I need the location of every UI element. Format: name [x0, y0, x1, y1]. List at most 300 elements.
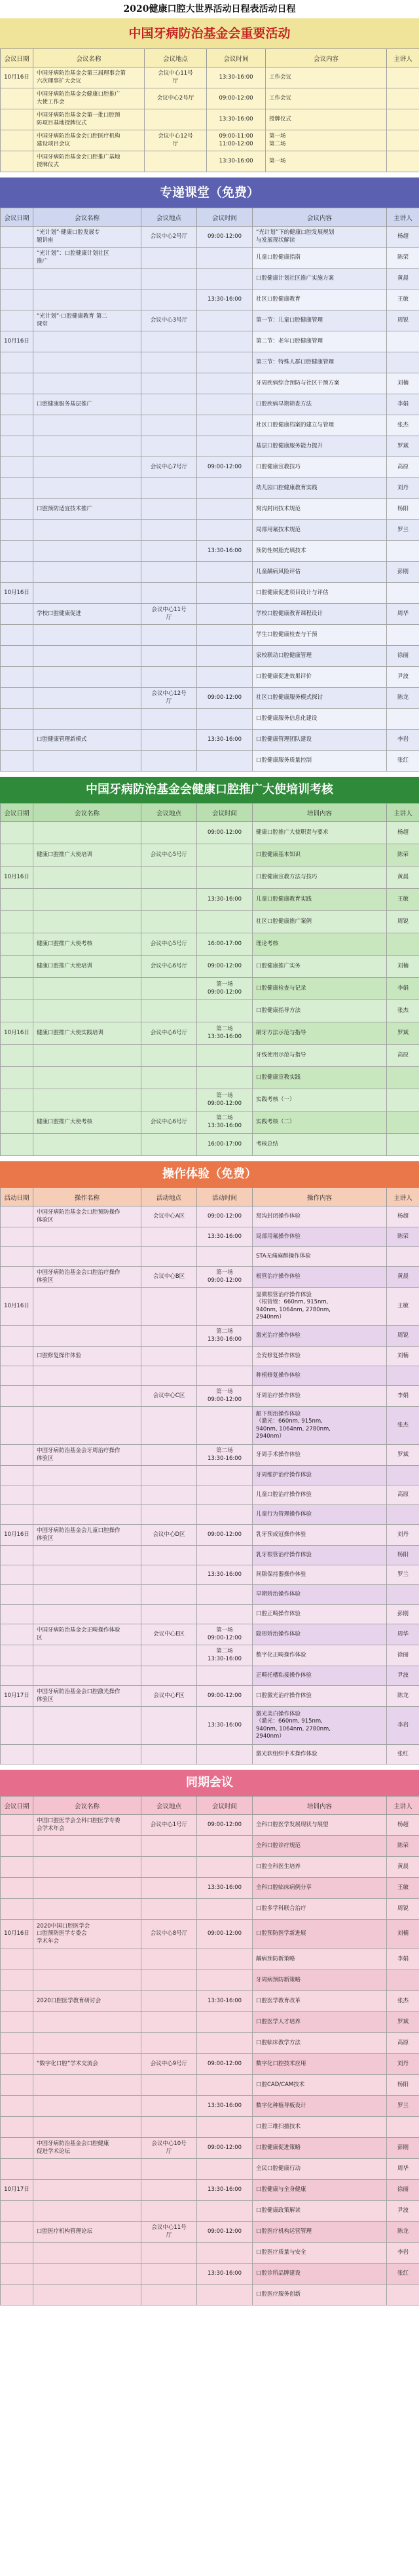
cell-content: 预防性树脂充填技术 — [253, 541, 387, 562]
table-row — [1, 2012, 419, 2033]
table-row — [1, 2096, 419, 2117]
cell-speaker: 李娟 — [387, 1949, 419, 1970]
cell-name — [33, 1366, 141, 1386]
cell-date — [1, 415, 33, 436]
cell-time — [197, 2285, 253, 2305]
cell-speaker: 尹波 — [387, 2201, 419, 2222]
cell-time — [197, 248, 253, 269]
cell-content: 家校联动口腔健康管理 — [253, 646, 387, 667]
cell-time — [197, 604, 253, 625]
cell-speaker: 黄晨 — [387, 1857, 419, 1878]
cell-speaker: 王敏 — [387, 289, 419, 310]
cell-time — [197, 415, 253, 436]
column-header: 会议时间 — [197, 804, 253, 822]
cell-content: 第二节：老年口腔健康管理 — [253, 331, 387, 352]
cell-place — [141, 1857, 197, 1878]
cell-content: 窝沟封闭操作体验 — [253, 1206, 387, 1227]
cell-content: 口腔健康计划社区推广实施方案 — [253, 269, 387, 289]
column-header: 活动地点 — [141, 1188, 197, 1206]
table-row — [1, 1022, 419, 1045]
cell-date — [1, 709, 33, 730]
cell-date: 10月16日 — [1, 67, 33, 88]
cell-date — [1, 822, 33, 844]
cell-content: 口腔预防医学新进展 — [253, 1920, 387, 1949]
cell-date — [1, 1624, 33, 1645]
cell-content: 口腔健康宣教技巧 — [253, 457, 387, 478]
cell-date — [1, 248, 33, 269]
table-row — [1, 1686, 419, 1707]
cell-name — [33, 978, 141, 1000]
cell-speaker: 尹波 — [387, 667, 419, 688]
cell-place: 会议中心9号厅 — [141, 2054, 197, 2075]
table-row — [1, 520, 419, 541]
cell-date — [1, 1326, 33, 1347]
cell-content: 口腔医疗机构运营管理 — [253, 2222, 387, 2243]
cell-place: 会议中心3号厅 — [141, 310, 197, 331]
cell-place: 会议中心6号厅 — [141, 1111, 197, 1134]
cell-speaker: 王敏 — [387, 1878, 419, 1899]
cell-date: 10月17日 — [1, 2180, 33, 2201]
cell-speaker: 罗斌 — [387, 1022, 419, 1045]
table-row — [1, 248, 419, 269]
cell-name — [33, 1585, 141, 1605]
cell-date — [1, 436, 33, 457]
table-row — [1, 625, 419, 646]
cell-date — [1, 130, 33, 151]
cell-content: 正畸托槽粘接操作体验 — [253, 1666, 387, 1686]
cell-place — [141, 1899, 197, 1920]
table-row — [1, 436, 419, 457]
cell-content: 根管治疗操作体验 — [253, 1267, 387, 1288]
cell-name — [33, 2075, 141, 2096]
cell-date — [1, 688, 33, 709]
cell-date — [1, 1247, 33, 1267]
cell-place — [141, 822, 197, 844]
cell-place: 会议中心D区 — [141, 1525, 197, 1546]
cell-name — [33, 1970, 141, 1991]
cell-speaker: 李娟 — [387, 978, 419, 1000]
cell-date — [1, 310, 33, 331]
cell-place — [141, 1227, 197, 1247]
cell-time: 第二场 13:30-16:00 — [197, 1111, 253, 1134]
cell-speaker — [387, 1366, 419, 1386]
cell-time — [197, 2075, 253, 2096]
cell-date — [1, 2159, 33, 2180]
table-row — [1, 289, 419, 310]
cell-date — [1, 730, 33, 751]
header-row — [1, 208, 419, 227]
cell-place — [141, 730, 197, 751]
cell-place — [141, 2117, 197, 2138]
cell-content: 龋病预防新策略 — [253, 1949, 387, 1970]
table-body — [1, 1815, 419, 2305]
cell-time: 13:30-16:00 — [197, 2180, 253, 2201]
cell-time — [197, 1745, 253, 1764]
cell-date — [1, 1666, 33, 1686]
cell-content: 口腔健康政策解读 — [253, 2201, 387, 2222]
cell-content: 乳牙预成冠操作体验 — [253, 1525, 387, 1546]
cell-date — [1, 1347, 33, 1366]
cell-content: 理论考核 — [253, 933, 387, 956]
cell-date — [1, 1899, 33, 1920]
column-header: 主讲人 — [387, 208, 419, 227]
ambassador-training-table — [0, 803, 419, 1156]
cell-date — [1, 1546, 33, 1565]
cell-name — [33, 1546, 141, 1565]
cell-content: 口腔激光治疗操作体验 — [253, 1686, 387, 1707]
cell-name: 口腔修复操作体验 — [33, 1347, 141, 1366]
cell-place — [141, 2264, 197, 2285]
cell-time — [197, 1067, 253, 1089]
cell-name — [33, 289, 141, 310]
cell-name: 中国牙病防治基金会牙周治疗操作 体验区 — [33, 1445, 141, 1466]
cell-date — [1, 2117, 33, 2138]
cell-content: 牙线使用示范与指导 — [253, 1045, 387, 1067]
cell-time — [197, 2033, 253, 2054]
table-row — [1, 1949, 419, 1970]
cell-content: 牙周病预防新策略 — [253, 1970, 387, 1991]
cell-place — [145, 151, 207, 172]
cell-time: 09:00-12:00 — [207, 88, 266, 109]
cell-date: 10月16日 — [1, 1022, 33, 1045]
cell-name — [33, 709, 141, 730]
cell-time — [197, 751, 253, 772]
table-row — [1, 1089, 419, 1111]
cell-place — [141, 2243, 197, 2264]
cell-content: 口腔健康与全身健康 — [253, 2180, 387, 2201]
cell-speaker: 刘丹 — [387, 1525, 419, 1546]
cell-date — [1, 844, 33, 867]
cell-name — [33, 478, 141, 499]
hands-on-table — [0, 1187, 419, 1764]
cell-name — [33, 867, 141, 889]
column-header: 会议内容 — [253, 208, 387, 227]
cell-name: 中国牙病防治基金会第一批口腔预 防项目基地授牌仪式 — [33, 109, 145, 130]
table-row — [1, 1445, 419, 1466]
cell-time — [197, 709, 253, 730]
cell-content: 社区口腔健康档案的建立与管理 — [253, 415, 387, 436]
cell-time — [197, 1546, 253, 1565]
cell-time: 09:00-12:00 — [197, 956, 253, 978]
cell-speaker — [387, 109, 419, 130]
cell-place — [141, 1585, 197, 1605]
cell-content: 数字化种植导板设计 — [253, 2096, 387, 2117]
cell-name — [33, 520, 141, 541]
cell-content: 第一场 第二场 — [266, 130, 387, 151]
cell-time: 09:00-12:00 — [197, 1206, 253, 1227]
cell-content: 儿童口腔健康教育实践 — [253, 889, 387, 911]
table-row — [1, 1836, 419, 1857]
cell-speaker — [387, 331, 419, 352]
cell-place — [141, 1366, 197, 1386]
cell-speaker — [387, 88, 419, 109]
cell-name — [33, 2096, 141, 2117]
cell-place — [141, 2159, 197, 2180]
cell-content: 口腔健康推广实务 — [253, 956, 387, 978]
cell-speaker: 周锐 — [387, 1326, 419, 1347]
cell-content: 授牌仪式 — [266, 109, 387, 130]
table-row — [1, 978, 419, 1000]
cell-content: 学校口腔健康教育课程设计 — [253, 604, 387, 625]
cell-content: 口腔临床教学方法 — [253, 2033, 387, 2054]
cell-speaker: 杨超 — [387, 1815, 419, 1836]
cell-speaker: 陈龙 — [387, 688, 419, 709]
cell-speaker: 陈龙 — [387, 2222, 419, 2243]
cell-name — [33, 646, 141, 667]
cell-name — [33, 1407, 141, 1445]
table-row — [1, 130, 419, 151]
column-header: 会议日期 — [1, 804, 33, 822]
cell-name — [33, 2180, 141, 2201]
cell-time: 09:00-12:00 — [197, 822, 253, 844]
column-header: 操作名称 — [33, 1188, 141, 1206]
cell-name — [33, 2264, 141, 2285]
cell-time — [197, 269, 253, 289]
cell-date — [1, 1707, 33, 1745]
cell-name: “数字化口腔”学术交流会 — [33, 2054, 141, 2075]
cell-time: 13:30-16:00 — [197, 730, 253, 751]
cell-speaker: 刘楠 — [387, 1920, 419, 1949]
cell-speaker — [387, 1089, 419, 1111]
table-header — [1, 208, 419, 227]
cell-name — [33, 1326, 141, 1347]
cell-place — [141, 1134, 197, 1156]
cell-content: 全科口腔诊疗规范 — [253, 1836, 387, 1857]
cell-name — [33, 436, 141, 457]
cell-time — [197, 1605, 253, 1624]
column-header: 会议日期 — [1, 1797, 33, 1815]
cell-name — [33, 352, 141, 373]
cell-content: “光计划”下的健康口腔发展规划 与发展现状解读 — [253, 227, 387, 248]
cell-time: 第一场 09:00-12:00 — [197, 978, 253, 1000]
cell-speaker: 罗兰 — [387, 2096, 419, 2117]
header-row — [1, 1797, 419, 1815]
cell-speaker — [387, 1585, 419, 1605]
cell-speaker: 张杰 — [387, 1000, 419, 1022]
table-row — [1, 1288, 419, 1326]
cell-name — [33, 1089, 141, 1111]
cell-place — [141, 1407, 197, 1445]
cell-place — [141, 583, 197, 604]
cell-name — [33, 1000, 141, 1022]
cell-time — [197, 1585, 253, 1605]
header-row — [1, 804, 419, 822]
cell-time — [197, 394, 253, 415]
table-row — [1, 1605, 419, 1624]
cell-speaker: 高原 — [387, 457, 419, 478]
table-row — [1, 709, 419, 730]
cell-name: 中国牙病防治基金会健康口腔推广 大使工作会 — [33, 88, 145, 109]
cell-date — [1, 1857, 33, 1878]
cell-time — [197, 1247, 253, 1267]
table-row — [1, 67, 419, 88]
cell-speaker: 罗斌 — [387, 2012, 419, 2033]
cell-date — [1, 2012, 33, 2033]
header-row — [1, 49, 419, 67]
column-header: 操作内容 — [253, 1188, 387, 1206]
cell-name — [33, 1745, 141, 1764]
cell-speaker: 杨阳 — [387, 1546, 419, 1565]
cell-content: 儿童龋病风险评估 — [253, 562, 387, 583]
cell-speaker: 周锐 — [387, 1899, 419, 1920]
cell-time — [197, 1970, 253, 1991]
cell-time — [197, 1366, 253, 1386]
cell-date — [1, 604, 33, 625]
cell-place — [141, 646, 197, 667]
cell-name — [33, 822, 141, 844]
cell-date — [1, 2285, 33, 2305]
cell-time — [197, 373, 253, 394]
cell-place — [141, 1288, 197, 1326]
cell-speaker: 黄晨 — [387, 1267, 419, 1288]
cell-date — [1, 956, 33, 978]
cell-place — [141, 1247, 197, 1267]
table-row — [1, 889, 419, 911]
cell-speaker: 徐丽 — [387, 646, 419, 667]
table-row — [1, 1546, 419, 1565]
table-row — [1, 1745, 419, 1764]
cell-place — [141, 2075, 197, 2096]
cell-content: 牙周治疗操作体验 — [253, 1386, 387, 1407]
cell-speaker — [387, 67, 419, 88]
cell-date: 10月16日 — [1, 1920, 33, 1949]
table-row — [1, 562, 419, 583]
cell-date: 10月16日 — [1, 867, 33, 889]
column-header: 会议日期 — [1, 49, 33, 67]
lectures-table — [0, 208, 419, 772]
cell-place — [141, 911, 197, 933]
cell-speaker — [387, 1247, 419, 1267]
cell-name — [33, 1899, 141, 1920]
cell-place: 会议中心11号 厅 — [145, 67, 207, 88]
cell-name: 口腔医疗机构管理论坛 — [33, 2222, 141, 2243]
cell-speaker — [387, 2117, 419, 2138]
cell-place: 会议中心1号厅 — [141, 1815, 197, 1836]
cell-date — [1, 1745, 33, 1764]
cell-name: 2020口腔医学教育研讨会 — [33, 1991, 141, 2012]
cell-place — [141, 1445, 197, 1466]
cell-name — [33, 688, 141, 709]
cell-date — [1, 1970, 33, 1991]
cell-date — [1, 151, 33, 172]
cell-place — [141, 1326, 197, 1347]
cell-place — [145, 109, 207, 130]
cell-speaker: 杨阳 — [387, 2075, 419, 2096]
cell-time: 09:00-12:00 — [197, 688, 253, 709]
cell-speaker — [387, 933, 419, 956]
cell-name — [33, 1505, 141, 1525]
cell-name: 健康口腔推广大使培训 — [33, 844, 141, 867]
cell-place — [141, 1505, 197, 1525]
cell-time — [197, 844, 253, 867]
cell-content: 激光软组织手术操作体验 — [253, 1745, 387, 1764]
cell-date — [1, 499, 33, 520]
cell-date — [1, 2033, 33, 2054]
cell-speaker: 罗兰 — [387, 520, 419, 541]
cell-time: 13:30-16:00 — [197, 1707, 253, 1745]
cell-content: 数字化口腔技术应用 — [253, 2054, 387, 2075]
cell-name — [33, 1134, 141, 1156]
cell-place: 会议中心E区 — [141, 1624, 197, 1645]
cell-date — [1, 933, 33, 956]
cell-name: 口腔健康服务基层推广 — [33, 394, 141, 415]
cell-place — [141, 1745, 197, 1764]
cell-speaker — [387, 1067, 419, 1089]
cell-speaker: 陈龙 — [387, 1686, 419, 1707]
cell-content: 第一节：儿童口腔健康管理 — [253, 310, 387, 331]
cell-speaker: 周锐 — [387, 911, 419, 933]
cell-date — [1, 1949, 33, 1970]
cell-content: 口腔三维扫描技术 — [253, 2117, 387, 2138]
cell-name — [33, 541, 141, 562]
cell-time — [197, 1407, 253, 1445]
cell-name: 中国牙病防治基金会口腔治疗操作 体验区 — [33, 1267, 141, 1288]
cell-content: 乳牙根管治疗操作体验 — [253, 1546, 387, 1565]
table-row — [1, 1326, 419, 1347]
table-row — [1, 269, 419, 289]
cell-name: 中国牙病防治基金会口腔激光操作 体验区 — [33, 1686, 141, 1707]
cell-speaker: 周锐 — [387, 310, 419, 331]
cell-speaker: 李岩 — [387, 2243, 419, 2264]
cell-content: 社区口腔健康推广案例 — [253, 911, 387, 933]
cell-date — [1, 1485, 33, 1505]
cell-name — [33, 415, 141, 436]
cell-time: 16:00-17:00 — [197, 1134, 253, 1156]
cell-place — [141, 1347, 197, 1366]
cell-place — [141, 373, 197, 394]
table-row — [1, 751, 419, 772]
cell-date — [1, 373, 33, 394]
column-header: 会议地点 — [141, 1797, 197, 1815]
table-row — [1, 2054, 419, 2075]
cell-time — [197, 1466, 253, 1485]
cell-speaker — [387, 151, 419, 172]
cell-content: 隐形矫治操作体验 — [253, 1624, 387, 1645]
cell-speaker: 李岩 — [387, 730, 419, 751]
cell-time — [197, 562, 253, 583]
cell-time — [197, 1347, 253, 1366]
table-row — [1, 2117, 419, 2138]
cell-content: 口腔医疗质量与安全 — [253, 2243, 387, 2264]
cell-date — [1, 1227, 33, 1247]
table-row — [1, 1585, 419, 1605]
cell-time — [197, 1857, 253, 1878]
cell-date: 10月17日 — [1, 1686, 33, 1707]
cell-content: 激光美白操作体验 （激光：660nm, 915nm, 940nm, 1064nm, 2780nm, 2940nm） — [253, 1707, 387, 1745]
table-row — [1, 1111, 419, 1134]
cell-place — [141, 1991, 197, 2012]
cell-name — [33, 889, 141, 911]
cell-content: 实践考核（二） — [253, 1111, 387, 1134]
cell-time: 13:30-16:00 — [197, 2264, 253, 2285]
cell-date — [1, 269, 33, 289]
cell-speaker: 陈荣 — [387, 1227, 419, 1247]
cell-speaker: 张红 — [387, 1745, 419, 1764]
table-row — [1, 933, 419, 956]
table-row — [1, 1267, 419, 1288]
cell-content: 间隙保持器操作体验 — [253, 1565, 387, 1585]
cell-name: 口腔预防适宜技术推广 — [33, 499, 141, 520]
cell-date — [1, 1466, 33, 1485]
cell-date: 10月16日 — [1, 583, 33, 604]
table-row — [1, 2285, 419, 2305]
table-row — [1, 2264, 419, 2285]
cell-date — [1, 289, 33, 310]
table-row — [1, 822, 419, 844]
column-header: 主讲人 — [387, 1188, 419, 1206]
table-row — [1, 1624, 419, 1645]
cell-time: 13:30-16:00 — [197, 1227, 253, 1247]
